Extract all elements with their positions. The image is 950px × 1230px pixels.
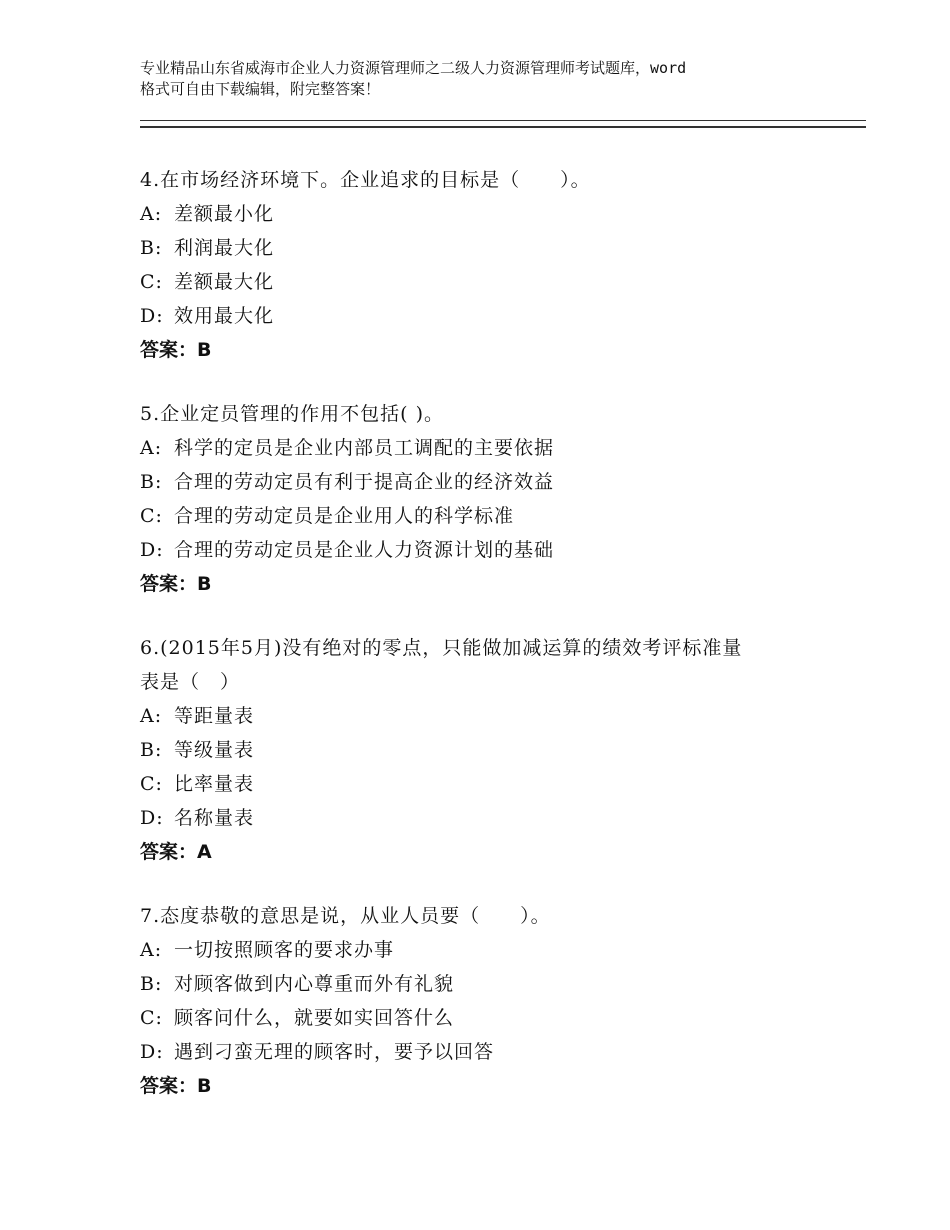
question-text: 7.态度恭敬的意思是说，从业人员要（ ）。 <box>140 905 551 927</box>
header-line-2: 格式可自由下载编辑，附完整答案！ <box>140 80 381 98</box>
question-5 <box>140 397 840 601</box>
answer-label: 答案：B <box>140 1075 212 1097</box>
question-4 <box>140 163 840 367</box>
header-divider <box>140 120 866 128</box>
option-b <box>140 465 840 499</box>
option-key: A: <box>140 939 163 961</box>
document-header <box>140 58 840 100</box>
option-b <box>140 967 840 1001</box>
option-key: A: <box>140 437 163 459</box>
option-d <box>140 801 840 835</box>
question-text: 5.企业定员管理的作用不包括( )。 <box>140 403 444 425</box>
option-a <box>140 431 840 465</box>
option-c <box>140 1001 840 1035</box>
option-text: 效用最大化 <box>174 305 275 327</box>
option-text: 顾客问什么，就要如实回答什么 <box>174 1007 455 1029</box>
option-c <box>140 767 840 801</box>
option-text: 对顾客做到内心尊重而外有礼貌 <box>174 973 455 995</box>
option-key: B: <box>140 237 163 259</box>
option-text: 利润最大化 <box>174 237 275 259</box>
option-text: 名称量表 <box>174 807 255 829</box>
option-key: C: <box>140 773 163 795</box>
question-6 <box>140 631 840 869</box>
option-text: 合理的劳动定员是企业人力资源计划的基础 <box>174 539 555 561</box>
option-key: B: <box>140 973 163 995</box>
option-key: D: <box>140 807 164 829</box>
answer-label: 答案：A <box>140 841 212 863</box>
option-text: 合理的劳动定员是企业用人的科学标准 <box>174 505 515 527</box>
option-b <box>140 733 840 767</box>
option-key: B: <box>140 739 163 761</box>
option-text: 合理的劳动定员有利于提高企业的经济效益 <box>174 471 555 493</box>
question-7 <box>140 899 840 1103</box>
option-text: 差额最大化 <box>174 271 275 293</box>
option-key: A: <box>140 203 163 225</box>
option-c <box>140 265 840 299</box>
question-text: 4.在市场经济环境下。企业追求的目标是（ ）。 <box>140 169 591 191</box>
option-text: 一切按照顾客的要求办事 <box>174 939 395 961</box>
option-d <box>140 533 840 567</box>
option-key: D: <box>140 305 164 327</box>
option-a <box>140 197 840 231</box>
option-text: 等距量表 <box>174 705 255 727</box>
question-list <box>140 163 840 1133</box>
option-a <box>140 933 840 967</box>
option-text: 等级量表 <box>174 739 255 761</box>
option-d <box>140 299 840 333</box>
answer-label: 答案：B <box>140 573 212 595</box>
question-text-line-1: 6.(2015年5月)没有绝对的零点，只能做加减运算的绩效考评标准量 <box>140 637 743 659</box>
option-key: A: <box>140 705 163 727</box>
answer-label: 答案：B <box>140 339 212 361</box>
option-key: D: <box>140 539 164 561</box>
option-b <box>140 231 840 265</box>
question-text-line-2: 表是（ ） <box>140 671 241 693</box>
option-d <box>140 1035 840 1069</box>
option-text: 遇到刁蛮无理的顾客时，要予以回答 <box>174 1041 495 1063</box>
option-a <box>140 699 840 733</box>
option-text: 差额最小化 <box>174 203 275 225</box>
option-key: C: <box>140 1007 163 1029</box>
header-line-1: 专业精品山东省威海市企业人力资源管理师之二级人力资源管理师考试题库，word <box>140 59 687 77</box>
option-c <box>140 499 840 533</box>
option-text: 比率量表 <box>174 773 255 795</box>
option-text: 科学的定员是企业内部员工调配的主要依据 <box>174 437 555 459</box>
option-key: B: <box>140 471 163 493</box>
option-key: C: <box>140 505 163 527</box>
option-key: C: <box>140 271 163 293</box>
option-key: D: <box>140 1041 164 1063</box>
